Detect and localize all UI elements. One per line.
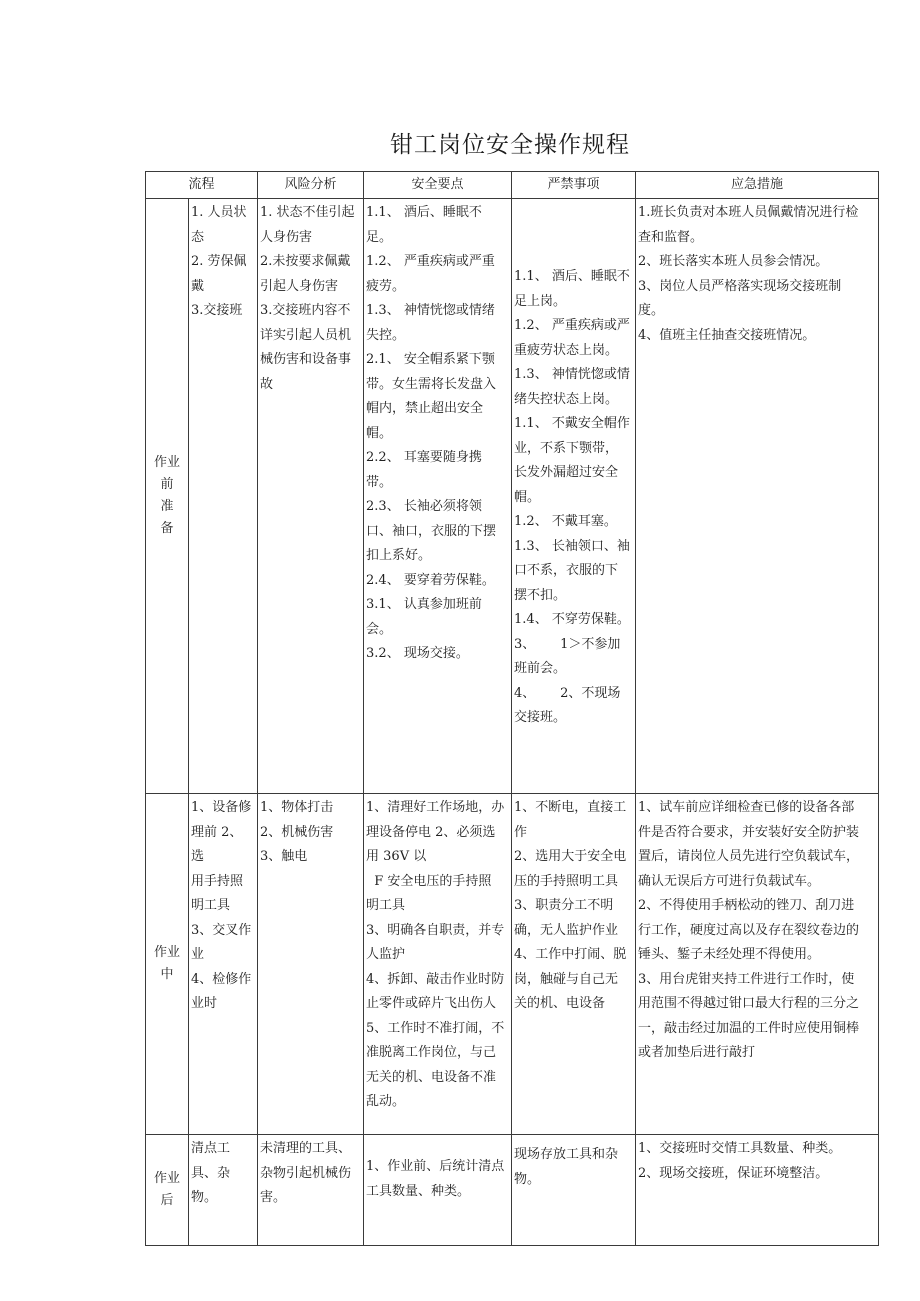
flow-line: 业时	[191, 996, 218, 1011]
emergency-line: 2、现场交接班，保证环境整洁。	[638, 1165, 829, 1181]
ban-line: 1.2、 严重疾病或严	[514, 318, 630, 333]
emergency-line: 查和监督。	[638, 229, 704, 245]
emergency-cell	[636, 199, 879, 794]
flow-cell	[189, 1135, 258, 1246]
ban-line: 1.3、 神情恍惚或情	[514, 367, 630, 382]
emergency-line: 2、班长落实本班人员参会情况。	[638, 254, 829, 269]
safety-line: 失控。	[366, 327, 406, 343]
stage-line: 准	[160, 499, 174, 514]
risk-cell	[258, 794, 364, 1135]
ban-line: 1.3、 长袖领口、袖	[514, 538, 630, 554]
emergency-line: 件是否符合要求，并安装好安全防护装	[638, 824, 860, 840]
ban-line: 口不系，衣服的下	[514, 563, 619, 578]
table-row	[146, 794, 879, 1135]
header-row	[146, 172, 879, 199]
ban-line: 关的机、电设备	[514, 996, 606, 1011]
safety-line: 3.1、 认真参加班前	[366, 597, 482, 612]
stage-line: 作业	[153, 455, 180, 470]
ban-line: 足上岗。	[514, 293, 567, 309]
safety-line: 用 36V 以	[366, 849, 427, 864]
flow-line: 3、交叉作	[191, 922, 252, 938]
safety-cell	[364, 794, 512, 1135]
flow-line: 理前 2、选	[191, 824, 243, 864]
emergency-line: 置后，请岗位人员先进行空负载试车，	[638, 849, 860, 864]
safety-line: 工具数量、种类。	[366, 1183, 471, 1199]
flow-line: 3.交接班	[191, 303, 243, 318]
document-title: 钳工岗位安全操作规程	[390, 132, 630, 158]
stage-cell	[146, 199, 189, 794]
emergency-line: 2、不得使用手柄松动的锉刀、刮刀进	[638, 898, 855, 913]
ban-line: 班前会。	[514, 661, 567, 676]
ban-line: 现场存放工具和杂	[514, 1147, 619, 1162]
safety-line: 带。	[366, 474, 393, 490]
stage-line: 备	[160, 521, 174, 536]
ban-cell	[512, 199, 636, 794]
safety-line: 帽。	[366, 425, 393, 441]
risk-line: 未清理的工具、	[260, 1141, 352, 1156]
risk-line: 详实引起人员机	[260, 327, 352, 343]
ban-line: 压的手持照明工具	[514, 873, 619, 889]
safety-line: 扣上系好。	[366, 548, 432, 563]
table-row	[146, 199, 879, 794]
emergency-line: 锤头、錾子未经处理不得使用。	[638, 947, 821, 962]
header-flow: 流程	[146, 172, 258, 199]
emergency-line: 行工作，硬度过高以及存在裂纹卷边的	[638, 922, 860, 938]
ban-line: 重疲劳状态上岗。	[514, 342, 619, 358]
emergency-line: 4、值班主任抽查交接班情况。	[638, 327, 816, 343]
emergency-line: 3、岗位人员严格落实现场交接班制	[638, 278, 842, 294]
safety-line: 明工具	[366, 898, 406, 913]
safety-line: 2.2、 耳塞要随身携	[366, 450, 482, 465]
safety-line: 1、作业前、后统计清点	[366, 1159, 505, 1174]
emergency-line: 度。	[638, 303, 665, 318]
header-emergency: 应急措施	[636, 172, 879, 199]
flow-line: 4、检修作	[191, 971, 252, 987]
ban-line: 1、不断电，直接工	[514, 800, 627, 815]
safety-line: 4、拆卸、敲击作业时防	[366, 971, 505, 987]
ban-line: 绪失控状态上岗。	[514, 391, 619, 407]
emergency-line: 或者加垫后进行敲打	[638, 1045, 756, 1060]
risk-line: 杂物引起机械伤	[260, 1165, 352, 1181]
emergency-cell	[636, 1135, 879, 1246]
stage-line: 作业	[153, 945, 180, 960]
risk-line: 2、机械伤害	[260, 824, 334, 840]
stage-line: 后	[160, 1193, 174, 1208]
stage-cell	[146, 794, 189, 1135]
ban-line: 4、工作中打闹、脱	[514, 947, 627, 962]
safety-line: 会。	[366, 621, 393, 637]
risk-line: 1. 状态不佳引起	[260, 205, 355, 220]
stage-line: 前	[160, 477, 174, 492]
emergency-line: 1.班长负责对本班人员佩戴情况进行检	[638, 205, 859, 220]
ban-cell	[512, 794, 636, 1135]
safety-line: 疲劳。	[366, 278, 406, 294]
risk-cell	[258, 199, 364, 794]
safety-line: 止零件或碎片飞出伤人	[366, 996, 497, 1011]
risk-line: 2.未按要求佩戴	[260, 254, 351, 269]
flow-cell	[189, 199, 258, 794]
safety-line: 1、清理好工作场地，办	[366, 800, 505, 815]
safety-cell	[364, 199, 512, 794]
ban-line: 4、 2、不现场	[514, 685, 621, 701]
risk-line: 引起人身伤害	[260, 278, 339, 294]
risk-line: 械伤害和设备事	[260, 352, 352, 367]
ban-line: 物。	[514, 1171, 541, 1187]
ban-line: 作	[514, 824, 528, 840]
flow-line: 业	[191, 947, 205, 962]
ban-line: 确，无人监护作业	[514, 922, 619, 938]
ban-line: 岗，触碰与自己无	[514, 971, 619, 987]
ban-line: 1.1、 酒后、睡眠不	[514, 269, 630, 284]
ban-line: 3、职责分工不明	[514, 898, 614, 913]
table-row	[146, 1135, 879, 1246]
flow-line: 清点工	[191, 1141, 231, 1156]
stage-cell	[146, 1135, 189, 1246]
flow-line: 用手持照	[191, 873, 244, 889]
flow-line: 2. 劳保佩	[191, 254, 247, 269]
risk-line: 人身伤害	[260, 229, 313, 245]
emergency-line: 1、试车前应详细检查已修的设备各部	[638, 800, 855, 815]
safety-line: 人监护	[366, 947, 406, 962]
risk-line: 3.交接班内容不	[260, 303, 351, 318]
safety-line: 口、袖口，衣服的下摆	[366, 523, 497, 539]
emergency-line: 1、交接班时交情工具数量、种类。	[638, 1141, 842, 1156]
ban-line: 业，不系下颚带，	[514, 440, 619, 456]
safety-procedure-table	[145, 171, 879, 1246]
flow-cell	[189, 794, 258, 1135]
risk-line: 3、触电	[260, 849, 308, 864]
emergency-cell	[636, 794, 879, 1135]
flow-line: 具、杂	[191, 1165, 231, 1181]
safety-line: 乱动。	[366, 1094, 406, 1109]
safety-line: 带。女生需将长发盘入	[366, 376, 497, 392]
flow-line: 1、设备修	[191, 800, 252, 815]
header-risk: 风险分析	[258, 172, 364, 199]
ban-line: 1.1、 不戴安全帽作	[514, 416, 630, 431]
flow-line: 1. 人员状	[191, 205, 247, 220]
emergency-line: 确认无误后方可进行负载试车。	[638, 873, 821, 889]
emergency-line: 用范围不得越过钳口最大行程的三分之	[638, 996, 860, 1011]
ban-line: 1.2、 不戴耳塞。	[514, 514, 617, 529]
ban-cell	[512, 1135, 636, 1246]
safety-line: 3、明确各自职责，并专	[366, 922, 505, 938]
ban-line: 2、选用大于安全电	[514, 849, 627, 864]
flow-line: 物。	[191, 1190, 218, 1205]
safety-line: 准脱离工作岗位，与己	[366, 1045, 497, 1060]
risk-line: 害。	[260, 1190, 287, 1205]
safety-line: F 安全电压的手持照	[366, 873, 492, 889]
ban-line: 3、 1＞不参加	[514, 636, 621, 652]
header-safety: 安全要点	[364, 172, 512, 199]
emergency-line: 一，敲击经过加温的工件时应使用铜棒	[638, 1020, 860, 1036]
safety-line: 2.4、 要穿着劳保鞋。	[366, 572, 495, 588]
flow-line: 明工具	[191, 898, 231, 913]
stage-line: 作业	[153, 1171, 180, 1186]
ban-line: 1.4、 不穿劳保鞋。	[514, 612, 630, 627]
risk-line: 1、物体打击	[260, 800, 334, 815]
safety-line: 1.1、 酒后、睡眠不	[366, 205, 482, 220]
flow-line: 态	[191, 229, 205, 245]
safety-line: 3.2、 现场交接。	[366, 646, 469, 661]
safety-line: 2.1、 安全帽系紧下颚	[366, 352, 495, 367]
safety-line: 2.3、 长袖必须将领	[366, 499, 482, 514]
safety-cell	[364, 1135, 512, 1246]
risk-cell	[258, 1135, 364, 1246]
ban-line: 帽。	[514, 489, 541, 505]
safety-line: 无关的机、电设备不准	[366, 1069, 497, 1085]
safety-line: 1.2、 严重疾病或严重	[366, 254, 495, 269]
safety-line: 足。	[366, 229, 393, 245]
stage-line: 中	[160, 967, 174, 982]
ban-line: 长发外漏超过安全	[514, 465, 619, 480]
ban-line: 交接班。	[514, 710, 567, 725]
safety-line: 1.3、 神情恍惚或情绪	[366, 303, 495, 318]
flow-line: 戴	[191, 278, 205, 294]
safety-line: 帽内，禁止超出安全	[366, 401, 484, 416]
safety-line: 理设备停电 2、必须选	[366, 824, 496, 840]
risk-line: 故	[260, 376, 274, 392]
safety-line: 5、工作时不准打闹，不	[366, 1020, 505, 1036]
header-ban: 严禁事项	[512, 172, 636, 199]
emergency-line: 3、用台虎钳夹持工件进行工作时，使	[638, 971, 855, 987]
ban-line: 摆不扣。	[514, 587, 567, 603]
